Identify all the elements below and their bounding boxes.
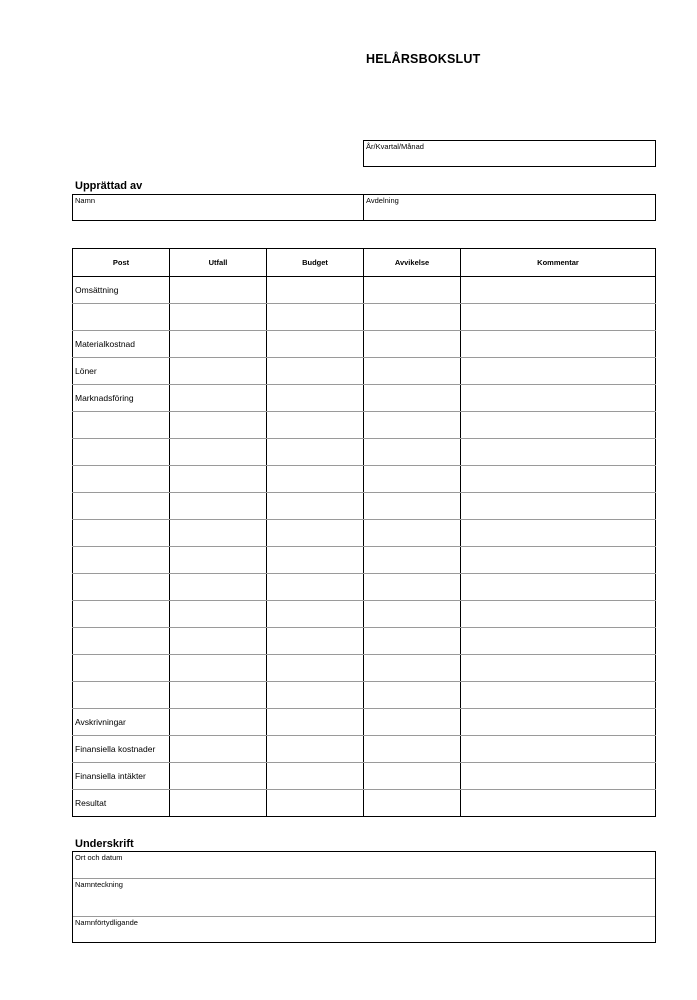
budget-cell[interactable] — [267, 304, 364, 331]
post-cell[interactable] — [73, 547, 170, 574]
utfall-cell[interactable] — [170, 520, 267, 547]
utfall-cell[interactable] — [170, 655, 267, 682]
place-date-label: Ort och datum — [75, 853, 123, 862]
avvikelse-cell[interactable] — [364, 277, 461, 304]
table-row — [73, 466, 656, 493]
table-row — [73, 385, 656, 412]
utfall-cell[interactable] — [170, 601, 267, 628]
period-label: År/Kvartal/Månad — [366, 142, 424, 151]
column-header-budget: Budget — [267, 249, 364, 277]
avvikelse-cell[interactable] — [364, 736, 461, 763]
kommentar-cell[interactable] — [461, 763, 656, 790]
table-row — [73, 709, 656, 736]
table-row — [73, 277, 656, 304]
utfall-cell[interactable] — [170, 412, 267, 439]
signature-field[interactable] — [73, 879, 655, 916]
table-row — [73, 790, 656, 817]
utfall-cell[interactable] — [170, 628, 267, 655]
kommentar-cell[interactable] — [461, 736, 656, 763]
utfall-cell[interactable] — [170, 763, 267, 790]
utfall-cell[interactable] — [170, 331, 267, 358]
avvikelse-cell[interactable] — [364, 385, 461, 412]
budget-cell[interactable] — [267, 358, 364, 385]
post-cell[interactable] — [73, 628, 170, 655]
table-row — [73, 547, 656, 574]
budget-cell[interactable] — [267, 331, 364, 358]
prepared-by-box — [72, 194, 656, 221]
avvikelse-cell[interactable] — [364, 412, 461, 439]
utfall-cell[interactable] — [170, 736, 267, 763]
kommentar-cell[interactable] — [461, 304, 656, 331]
kommentar-cell[interactable] — [461, 655, 656, 682]
place-date-field[interactable] — [73, 852, 655, 878]
kommentar-cell[interactable] — [461, 412, 656, 439]
post-cell[interactable] — [73, 466, 170, 493]
post-cell[interactable] — [73, 655, 170, 682]
kommentar-cell[interactable] — [461, 331, 656, 358]
utfall-cell[interactable] — [170, 682, 267, 709]
signature-box — [72, 851, 656, 943]
clarification-field[interactable] — [73, 917, 655, 942]
period-field[interactable] — [363, 140, 656, 167]
budget-cell[interactable] — [267, 736, 364, 763]
utfall-cell[interactable] — [170, 790, 267, 817]
table-row — [73, 601, 656, 628]
budget-cell[interactable] — [267, 412, 364, 439]
budget-cell[interactable] — [267, 547, 364, 574]
column-header-utfall: Utfall — [170, 249, 267, 277]
budget-table — [72, 248, 656, 817]
post-cell: Löner — [73, 358, 170, 385]
budget-cell[interactable] — [267, 574, 364, 601]
utfall-cell[interactable] — [170, 385, 267, 412]
column-header-post: Post — [73, 249, 170, 277]
avvikelse-cell[interactable] — [364, 574, 461, 601]
avvikelse-cell[interactable] — [364, 439, 461, 466]
budget-cell[interactable] — [267, 628, 364, 655]
post-cell: Omsättning — [73, 277, 170, 304]
kommentar-cell[interactable] — [461, 790, 656, 817]
table-row — [73, 493, 656, 520]
kommentar-cell[interactable] — [461, 439, 656, 466]
avvikelse-cell[interactable] — [364, 601, 461, 628]
avvikelse-cell[interactable] — [364, 493, 461, 520]
clarification-label: Namnförtydligande — [75, 918, 138, 927]
name-label: Namn — [75, 196, 96, 205]
table-row — [73, 331, 656, 358]
utfall-cell[interactable] — [170, 466, 267, 493]
budget-cell[interactable] — [267, 763, 364, 790]
kommentar-cell[interactable] — [461, 709, 656, 736]
avvikelse-cell[interactable] — [364, 358, 461, 385]
post-cell[interactable] — [73, 574, 170, 601]
avvikelse-cell[interactable] — [364, 763, 461, 790]
table-row — [73, 304, 656, 331]
table-header-row — [73, 249, 656, 277]
name-field[interactable] — [73, 195, 363, 220]
table-row — [73, 358, 656, 385]
utfall-cell[interactable] — [170, 493, 267, 520]
budget-cell[interactable] — [267, 277, 364, 304]
post-cell[interactable] — [73, 520, 170, 547]
avvikelse-cell[interactable] — [364, 682, 461, 709]
post-cell: Materialkostnad — [73, 331, 170, 358]
budget-cell[interactable] — [267, 709, 364, 736]
table-row — [73, 412, 656, 439]
budget-cell[interactable] — [267, 385, 364, 412]
avvikelse-cell[interactable] — [364, 655, 461, 682]
utfall-cell[interactable] — [170, 304, 267, 331]
utfall-cell[interactable] — [170, 277, 267, 304]
post-cell[interactable] — [73, 439, 170, 466]
kommentar-cell[interactable] — [461, 682, 656, 709]
kommentar-cell[interactable] — [461, 520, 656, 547]
budget-cell[interactable] — [267, 439, 364, 466]
signature-label: Namnteckning — [75, 880, 123, 889]
department-label: Avdelning — [366, 196, 399, 205]
post-cell: Finansiella kostnader — [73, 736, 170, 763]
avvikelse-cell[interactable] — [364, 331, 461, 358]
budget-cell[interactable] — [267, 493, 364, 520]
kommentar-cell[interactable] — [461, 574, 656, 601]
column-header-avvikelse: Avvikelse — [364, 249, 461, 277]
post-cell: Avskrivningar — [73, 709, 170, 736]
column-header-kommentar: Kommentar — [461, 249, 656, 277]
budget-cell[interactable] — [267, 466, 364, 493]
budget-cell[interactable] — [267, 655, 364, 682]
post-cell[interactable] — [73, 601, 170, 628]
kommentar-cell[interactable] — [461, 466, 656, 493]
table-row — [73, 439, 656, 466]
kommentar-cell[interactable] — [461, 358, 656, 385]
avvikelse-cell[interactable] — [364, 304, 461, 331]
table-row — [73, 682, 656, 709]
budget-cell[interactable] — [267, 601, 364, 628]
document-title: HELÅRSBOKSLUT — [366, 52, 481, 66]
kommentar-cell[interactable] — [461, 628, 656, 655]
utfall-cell[interactable] — [170, 574, 267, 601]
budget-cell[interactable] — [267, 790, 364, 817]
table-row — [73, 520, 656, 547]
avvikelse-cell[interactable] — [364, 466, 461, 493]
post-cell: Finansiella intäkter — [73, 763, 170, 790]
avvikelse-cell[interactable] — [364, 520, 461, 547]
prepared-by-heading: Upprättad av — [75, 180, 143, 192]
signature-heading: Underskrift — [75, 838, 134, 850]
kommentar-cell[interactable] — [461, 385, 656, 412]
post-cell[interactable] — [73, 493, 170, 520]
post-cell: Resultat — [73, 790, 170, 817]
kommentar-cell[interactable] — [461, 547, 656, 574]
table-row — [73, 628, 656, 655]
kommentar-cell[interactable] — [461, 277, 656, 304]
post-cell[interactable] — [73, 682, 170, 709]
kommentar-cell[interactable] — [461, 493, 656, 520]
avvikelse-cell[interactable] — [364, 790, 461, 817]
department-field[interactable] — [364, 195, 655, 220]
utfall-cell[interactable] — [170, 439, 267, 466]
post-cell[interactable] — [73, 412, 170, 439]
table-row — [73, 655, 656, 682]
avvikelse-cell[interactable] — [364, 709, 461, 736]
avvikelse-cell[interactable] — [364, 547, 461, 574]
post-cell: Marknadsföring — [73, 385, 170, 412]
budget-cell[interactable] — [267, 520, 364, 547]
utfall-cell[interactable] — [170, 709, 267, 736]
utfall-cell[interactable] — [170, 358, 267, 385]
table-row — [73, 574, 656, 601]
budget-cell[interactable] — [267, 682, 364, 709]
post-cell[interactable] — [73, 304, 170, 331]
avvikelse-cell[interactable] — [364, 628, 461, 655]
utfall-cell[interactable] — [170, 547, 267, 574]
kommentar-cell[interactable] — [461, 601, 656, 628]
table-row — [73, 763, 656, 790]
table-row — [73, 736, 656, 763]
